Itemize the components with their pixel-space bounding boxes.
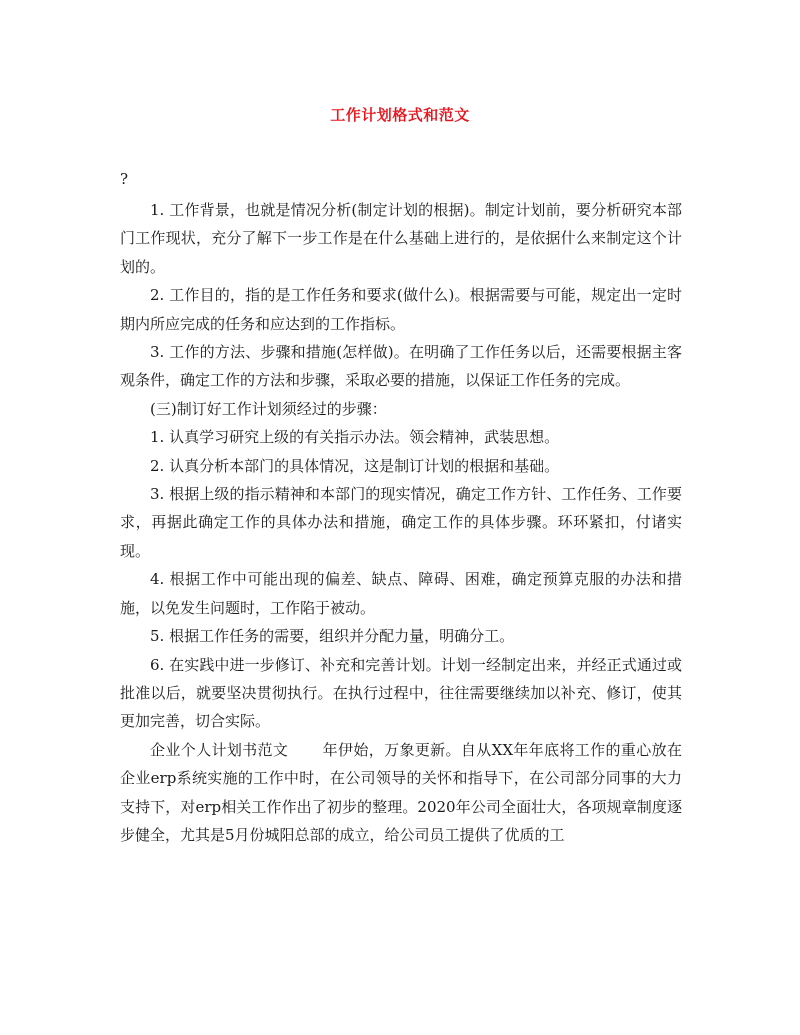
document-body: [120, 196, 682, 849]
paragraph: 5. 根据工作任务的需要，组织并分配力量，明确分工。: [150, 627, 515, 646]
sample-heading: 企业个人计划书范文: [150, 740, 289, 759]
paragraph: 1. 工作背景，也就是情况分析(制定计划的根据)。制定计划前，要分析研究本部门工作现状，充分了解下一步工作是在什么基础上进行的，是依据什么来制定这个计划的。: [120, 201, 682, 276]
paragraph: 1. 认真学习研究上级的有关指示办法。领会精神，武装思想。: [150, 428, 560, 447]
paragraph: 4. 根据工作中可能出现的偏差、缺点、障碍、困难，确定预算克服的办法和措施，以免发生问题时，工作陷于被动。: [120, 570, 682, 617]
sample-text: 年伊始，万象更新。自从XX年年底将工作的重心放在企业erp系统实施的工作中时，在公司领导的关怀和指导下，在公司部分同事的大力支持下，对erp相关工作作出了初步的整理。2020年公司全面壮大，各项规章制度逐步健全，尤其是5月份城阳总部的成立，给公司员工提供了优质的工: [120, 740, 682, 844]
paragraph: 2. 认真分析本部门的具体情况，这是制订计划的根据和基础。: [150, 456, 560, 475]
paragraph: 3. 根据上级的指示精神和本部门的现实情况，确定工作方针、工作任务、工作要求，再据此确定工作的具体办法和措施，确定工作的具体步骤。环环紧扣，付诸实现。: [120, 485, 682, 560]
section-heading: (三)制订好工作计划须经过的步骤：: [150, 399, 387, 418]
document-title: 工作计划格式和范文: [330, 106, 470, 124]
paragraph: 6. 在实践中进一步修订、补充和完善计划。计划一经制定出来，并经正式通过或批准以后，就要坚决贯彻执行。在执行过程中，往往需要继续加以补充、修订，使其更加完善，切合实际。: [120, 655, 682, 731]
unknown-char-marker: ?: [120, 170, 129, 188]
paragraph: 2. 工作目的，指的是工作任务和要求(做什么)。根据需要与可能，规定出一定时期内所应完成的任务和应达到的工作指标。: [120, 286, 682, 333]
paragraph: 3. 工作的方法、步骤和措施(怎样做)。在明确了工作任务以后，还需要根据主客观条件，确定工作的方法和步骤，采取必要的措施，以保证工作任务的完成。: [120, 343, 682, 390]
sample-paragraph: [120, 736, 682, 850]
